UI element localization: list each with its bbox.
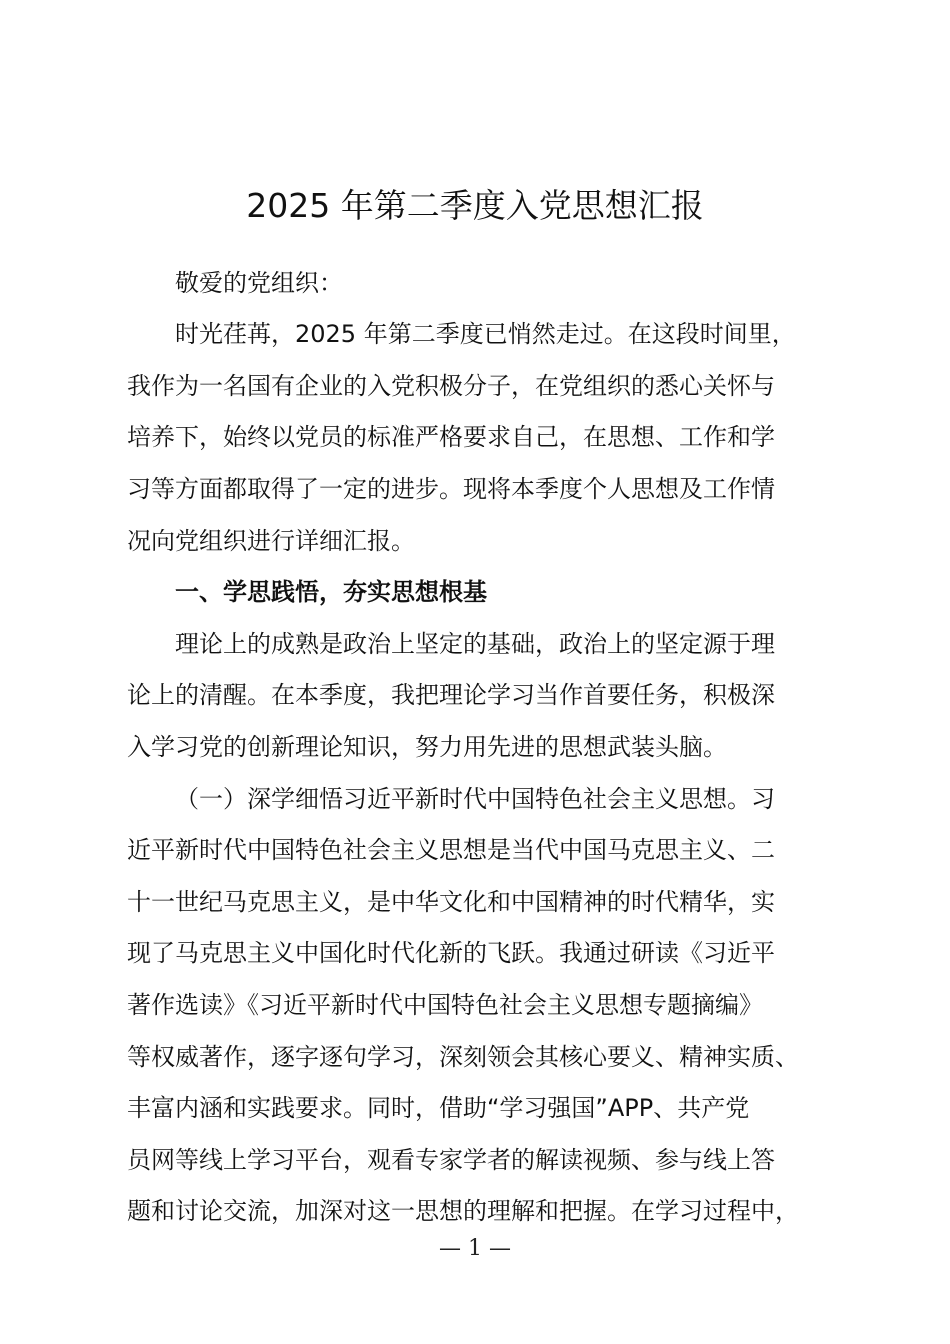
page-number: — 1 —	[439, 1236, 511, 1261]
paragraph-line: 我作为一名国有企业的入党积极分子，在党组织的悉心关怀与	[127, 371, 775, 400]
section-heading: 一、学思践悟，夯实思想根基	[175, 578, 487, 607]
paragraph-line: 时光荏苒，2025 年第二季度已悄然走过。在这段时间里，	[175, 320, 796, 349]
document-title: 2025 年第二季度入党思想汇报	[246, 186, 704, 225]
paragraph-line: 近平新时代中国特色社会主义思想是当代中国马克思主义、二	[127, 836, 775, 865]
paragraph-line: 题和讨论交流，加深对这一思想的理解和把握。在学习过程中，	[127, 1197, 799, 1226]
paragraph-line: 论上的清醒。在本季度，我把理论学习当作首要任务，积极深	[127, 681, 775, 710]
paragraph-line: 况向党组织进行详细汇报。	[127, 526, 415, 555]
paragraph-line: 理论上的成熟是政治上坚定的基础，政治上的坚定源于理	[175, 629, 775, 658]
salutation-line	[127, 258, 847, 310]
paragraph-line: 著作选读》《习近平新时代中国特色社会主义思想专题摘编》	[127, 990, 763, 1019]
paragraph-line: 员网等线上学习平台，观看专家学者的解读视频、参与线上答	[127, 1145, 775, 1174]
salutation: 敬爱的党组织：	[175, 268, 343, 297]
paragraph-line: 十一世纪马克思主义，是中华文化和中国精神的时代精华，实	[127, 887, 775, 916]
paragraph-line: （一）深学细悟习近平新时代中国特色社会主义思想。习	[175, 784, 775, 813]
document-body	[127, 206, 847, 1238]
paragraph-line: 丰富内涵和实践要求。同时，借助“学习强国”APP、共产党	[127, 1094, 750, 1123]
paragraph-line: 培养下，始终以党员的标准严格要求自己，在思想、工作和学	[127, 423, 775, 452]
paragraph-line: 入学习党的创新理论知识，努力用先进的思想武装头脑。	[127, 732, 727, 761]
paragraph-line: 现了马克思主义中国化时代化新的飞跃。我通过研读《习近平	[127, 939, 775, 968]
paragraph-line: 等权威著作，逐字逐句学习，深刻领会其核心要义、精神实质、	[127, 1042, 799, 1071]
paragraph-line: 习等方面都取得了一定的进步。现将本季度个人思想及工作情	[127, 474, 775, 503]
